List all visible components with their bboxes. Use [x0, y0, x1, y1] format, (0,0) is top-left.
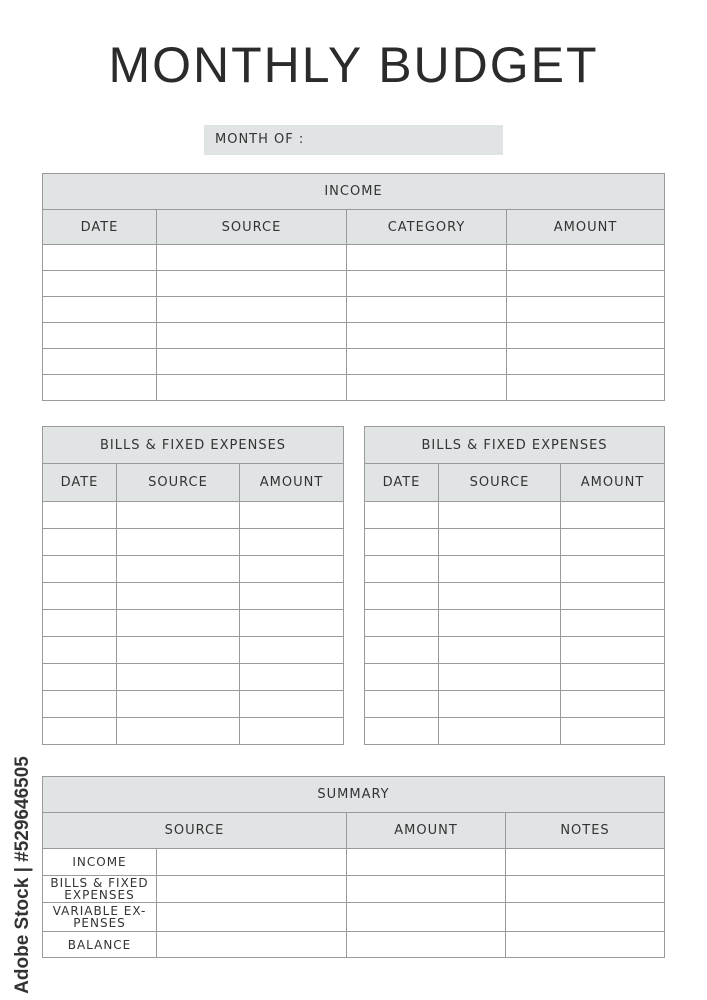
table-row [43, 718, 344, 745]
blank-cell[interactable] [43, 245, 157, 271]
income-rows [43, 245, 665, 401]
income-heading: INCOME [43, 174, 665, 210]
income-col-source: SOURCE [157, 210, 347, 245]
blank-cell[interactable] [561, 664, 665, 691]
blank-cell[interactable] [561, 502, 665, 529]
blank-cell[interactable] [439, 664, 561, 691]
table-row [43, 297, 665, 323]
blank-cell[interactable] [43, 323, 157, 349]
summary-row-variable: VARIABLE EX-PENSES [43, 903, 157, 932]
blank-cell[interactable] [240, 556, 344, 583]
table-row [365, 502, 665, 529]
summary-cell[interactable] [506, 932, 665, 958]
blank-cell[interactable] [365, 529, 439, 556]
blank-cell[interactable] [117, 529, 240, 556]
income-col-amount: AMOUNT [507, 210, 665, 245]
month-of-field[interactable] [204, 125, 503, 155]
blank-cell[interactable] [43, 610, 117, 637]
blank-cell[interactable] [365, 664, 439, 691]
summary-cell[interactable] [347, 849, 506, 876]
table-row [43, 529, 344, 556]
blank-cell[interactable] [347, 271, 507, 297]
blank-cell[interactable] [439, 691, 561, 718]
blank-cell[interactable] [43, 718, 117, 745]
blank-cell[interactable] [117, 610, 240, 637]
blank-cell[interactable] [365, 556, 439, 583]
blank-cell[interactable] [439, 529, 561, 556]
blank-cell[interactable] [561, 610, 665, 637]
blank-cell[interactable] [365, 637, 439, 664]
blank-cell[interactable] [240, 610, 344, 637]
summary-col-source: SOURCE [43, 813, 347, 849]
blank-cell[interactable] [43, 637, 117, 664]
table-row [43, 375, 665, 401]
bills-right-rows [365, 502, 665, 745]
blank-cell[interactable] [43, 502, 117, 529]
blank-cell[interactable] [439, 718, 561, 745]
bills-left-col-amount: AMOUNT [240, 464, 344, 502]
summary-cell[interactable] [157, 849, 347, 876]
blank-cell[interactable] [347, 297, 507, 323]
blank-cell[interactable] [157, 245, 347, 271]
income-col-category: CATEGORY [347, 210, 507, 245]
blank-cell[interactable] [157, 297, 347, 323]
blank-cell[interactable] [117, 502, 240, 529]
blank-cell[interactable] [117, 718, 240, 745]
bills-left-rows [43, 502, 344, 745]
blank-cell[interactable] [365, 718, 439, 745]
summary-col-amount: AMOUNT [347, 813, 506, 849]
month-of-label: MONTH OF : [215, 132, 305, 147]
blank-cell[interactable] [240, 664, 344, 691]
table-row [365, 718, 665, 745]
table-row [43, 637, 344, 664]
blank-cell[interactable] [157, 323, 347, 349]
table-row [43, 245, 665, 271]
blank-cell[interactable] [117, 691, 240, 718]
blank-cell[interactable] [507, 323, 665, 349]
summary-row-balance: BALANCE [43, 932, 157, 958]
blank-cell[interactable] [561, 529, 665, 556]
blank-cell[interactable] [43, 556, 117, 583]
blank-cell[interactable] [240, 637, 344, 664]
blank-cell[interactable] [347, 245, 507, 271]
table-row [43, 502, 344, 529]
blank-cell[interactable] [507, 349, 665, 375]
summary-cell[interactable] [157, 903, 347, 932]
bills-left-col-date: DATE [43, 464, 117, 502]
blank-cell[interactable] [365, 502, 439, 529]
blank-cell[interactable] [365, 691, 439, 718]
blank-cell[interactable] [117, 556, 240, 583]
blank-cell[interactable] [507, 245, 665, 271]
bills-left-col-source: SOURCE [117, 464, 240, 502]
summary-cell[interactable] [347, 932, 506, 958]
table-row [43, 323, 665, 349]
table-row [365, 664, 665, 691]
blank-cell[interactable] [117, 583, 240, 610]
blank-cell[interactable] [561, 691, 665, 718]
bills-right-col-date: DATE [365, 464, 439, 502]
income-table [42, 173, 665, 401]
blank-cell[interactable] [439, 502, 561, 529]
table-row [365, 637, 665, 664]
table-row [365, 529, 665, 556]
table-row [365, 583, 665, 610]
blank-cell[interactable] [157, 349, 347, 375]
table-row [43, 691, 344, 718]
table-row [43, 349, 665, 375]
blank-cell[interactable] [507, 375, 665, 401]
bills-left-heading: BILLS & FIXED EXPENSES [43, 427, 344, 464]
blank-cell[interactable] [507, 297, 665, 323]
blank-cell[interactable] [561, 637, 665, 664]
summary-col-notes: NOTES [506, 813, 665, 849]
blank-cell[interactable] [439, 610, 561, 637]
summary-cell[interactable] [506, 876, 665, 903]
blank-cell[interactable] [439, 556, 561, 583]
blank-cell[interactable] [157, 375, 347, 401]
blank-cell[interactable] [347, 375, 507, 401]
blank-cell[interactable] [507, 271, 665, 297]
blank-cell[interactable] [240, 691, 344, 718]
blank-cell[interactable] [561, 556, 665, 583]
blank-cell[interactable] [157, 271, 347, 297]
blank-cell[interactable] [43, 529, 117, 556]
blank-cell[interactable] [43, 691, 117, 718]
blank-cell[interactable] [240, 583, 344, 610]
bills-right-heading: BILLS & FIXED EXPENSES [365, 427, 665, 464]
blank-cell[interactable] [365, 610, 439, 637]
blank-cell[interactable] [347, 349, 507, 375]
bills-right-col-source: SOURCE [439, 464, 561, 502]
blank-cell[interactable] [117, 664, 240, 691]
blank-cell[interactable] [365, 583, 439, 610]
income-col-date: DATE [43, 210, 157, 245]
table-row [43, 610, 344, 637]
table-row [43, 271, 665, 297]
blank-cell[interactable] [561, 718, 665, 745]
table-row [365, 691, 665, 718]
stock-watermark [8, 756, 38, 994]
summary-cell[interactable] [506, 903, 665, 932]
blank-cell[interactable] [347, 323, 507, 349]
bills-table-right [364, 426, 665, 745]
summary-cell[interactable] [347, 903, 506, 932]
blank-cell[interactable] [43, 375, 157, 401]
summary-cell[interactable] [157, 876, 347, 903]
blank-cell[interactable] [439, 583, 561, 610]
summary-cell[interactable] [347, 876, 506, 903]
bills-table-left [42, 426, 344, 745]
blank-cell[interactable] [240, 718, 344, 745]
summary-row-income: INCOME [43, 849, 157, 876]
blank-cell[interactable] [43, 664, 117, 691]
table-row [43, 664, 344, 691]
blank-cell[interactable] [240, 529, 344, 556]
blank-cell[interactable] [43, 349, 157, 375]
blank-cell[interactable] [240, 502, 344, 529]
blank-cell[interactable] [561, 583, 665, 610]
blank-cell[interactable] [43, 271, 157, 297]
summary-cell[interactable] [506, 849, 665, 876]
summary-table [42, 776, 665, 958]
table-row [365, 556, 665, 583]
page-title: MONTHLY BUDGET [108, 37, 599, 93]
blank-cell[interactable] [43, 297, 157, 323]
blank-cell[interactable] [117, 637, 240, 664]
blank-cell[interactable] [439, 637, 561, 664]
summary-cell[interactable] [157, 932, 347, 958]
watermark-text: Adobe Stock | #529646505 [12, 756, 33, 994]
bills-right-col-amount: AMOUNT [561, 464, 665, 502]
table-row [365, 610, 665, 637]
table-row [43, 556, 344, 583]
table-row [43, 583, 344, 610]
blank-cell[interactable] [43, 583, 117, 610]
summary-heading: SUMMARY [43, 777, 665, 813]
summary-row-bills: BILLS & FIXED EXPENSES [43, 876, 157, 903]
